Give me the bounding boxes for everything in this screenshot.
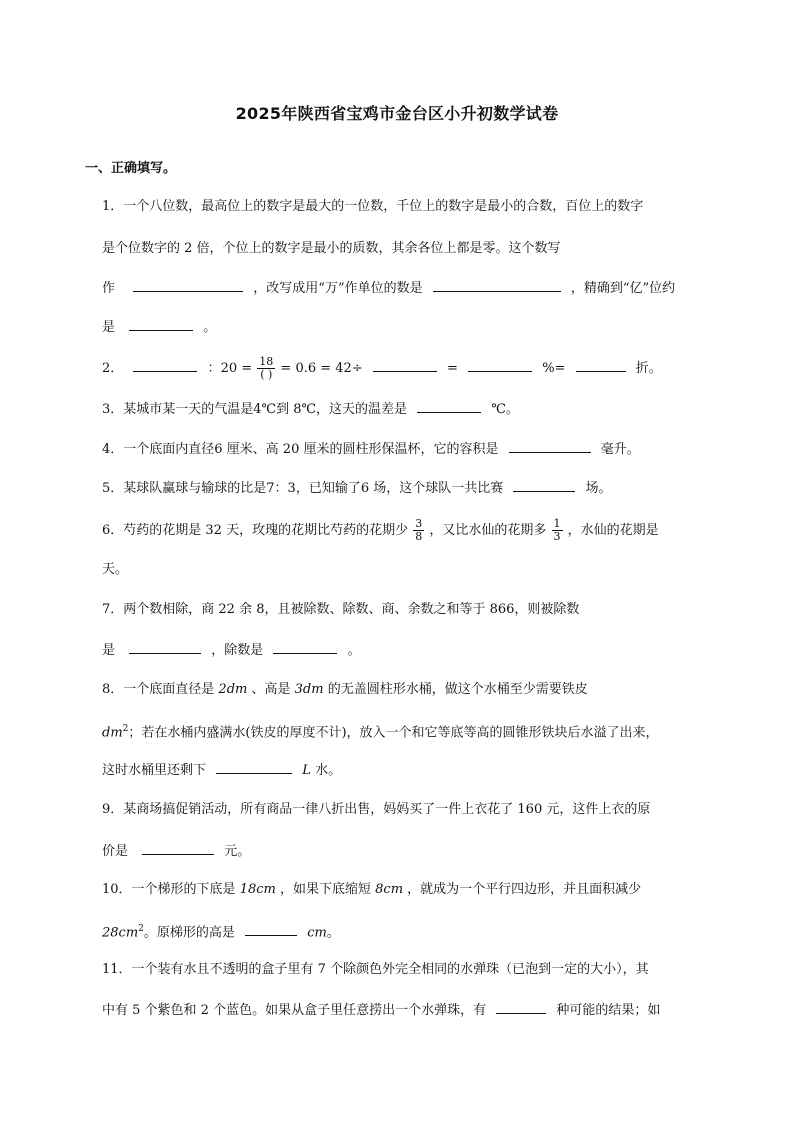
fraction-denominator: 3 (553, 530, 561, 543)
text: 中有 5 个紫色和 2 个蓝色。如果从盒子里任意捞出一个水弹珠，有 (102, 1003, 487, 1018)
section-heading: 一、正确填写。 (85, 161, 177, 176)
question-9-line-1: 9．某商场搞促销活动，所有商品一律八折出售，妈妈买了一件上衣花了 160 元，这件上衣的原 (102, 802, 651, 817)
text: 4．一个底面内直径6 厘米、高 20 厘米的圆柱形保温杯，它的容积是 (102, 442, 499, 457)
superscript: 2 (138, 924, 144, 934)
question-1-line-2: 是个位数字的 2 倍，个位上的数字是最小的质数，其余各位上都是零。这个数写 (102, 241, 561, 256)
text: 10．一个梯形的下底是 (102, 882, 236, 897)
answer-blank[interactable] (129, 316, 193, 331)
question-8-line-2 (102, 719, 714, 743)
answer-blank[interactable] (216, 759, 292, 774)
math-variable: cm (307, 925, 327, 941)
text: ，就成为一个平行四边形，并且面积减少 (407, 882, 642, 897)
answer-blank[interactable] (509, 438, 591, 453)
text: 。原梯形的高是 (143, 925, 235, 941)
fraction (552, 518, 563, 543)
text: 。 (203, 320, 217, 335)
text: 价是 (102, 844, 129, 859)
text: ；若在水桶内盛满水(铁皮的厚度不计)，放入一个和它等底等高的圆锥形铁块后水溢了出来， (128, 725, 659, 741)
question-5 (102, 477, 714, 499)
answer-blank[interactable] (433, 277, 561, 292)
math-variable: 8cm (375, 882, 404, 897)
text: ，又比水仙的花期多 (429, 523, 547, 538)
text: 8．一个底面直径是 (102, 682, 215, 697)
text: 3．某城市某一天的气温是4℃到 8℃，这天的温差是 (102, 402, 408, 417)
text: 场。 (585, 481, 612, 496)
fraction-numerator: 1 (553, 517, 561, 530)
text: 水。 (315, 763, 342, 778)
question-11-line-2 (102, 999, 714, 1021)
text: ，精确到“亿”位约 (570, 281, 676, 296)
question-8-line-1 (102, 680, 714, 700)
superscript: 2 (122, 724, 129, 734)
fraction-denominator: 8 (415, 530, 423, 543)
answer-blank[interactable] (417, 398, 481, 413)
answer-blank[interactable] (373, 357, 437, 372)
question-7-line-1: 7．两个数相除，商 22 余 8，且被除数、除数、商、余数之和等于 866，则被除数 (102, 602, 580, 617)
text: 种可能的结果；如 (556, 1003, 661, 1018)
math-variable: 18cm (239, 882, 276, 897)
question-10-line-2 (102, 919, 714, 943)
question-9-line-2 (102, 840, 714, 862)
answer-blank[interactable] (496, 999, 546, 1014)
text: 6．芍药的花期是 32 天，玫瑰的花期比芍药的花期少 (102, 523, 409, 538)
text: 元。 (224, 844, 251, 859)
question-4 (102, 438, 714, 460)
text: 作 (102, 281, 116, 296)
text: ，除数是 (211, 643, 264, 658)
page-title: 2025年陕西省宝鸡市金台区小升初数学试卷 (235, 104, 559, 123)
text: 折。 (635, 361, 662, 376)
math-variable: 28cm (102, 925, 139, 941)
answer-blank[interactable] (133, 277, 243, 292)
text: 毫升。 (600, 442, 640, 457)
text: ℃。 (491, 402, 519, 417)
text: 2． (102, 361, 124, 376)
text: 、高是 (251, 682, 291, 697)
question-1-line-4 (102, 316, 714, 338)
text: ，改写成用“万”作单位的数是 (253, 281, 423, 296)
text: ，水仙的花期是 (567, 523, 659, 538)
text: 是 (102, 643, 116, 658)
fraction-numerator: 3 (415, 517, 423, 530)
text: 5．某球队赢球与输球的比是7：3，已知输了6 场，这个球队一共比赛 (102, 481, 504, 496)
text: ，如果下底缩短 (279, 882, 371, 897)
text: = (447, 361, 458, 376)
text: 的无盖圆柱形水桶，做这个水桶至少需要铁皮 (327, 682, 588, 697)
fraction-numerator: 18 (259, 355, 274, 368)
question-1-line-1: 1．一个八位数，最高位上的数字是最大的一位数，千位上的数字是最小的合数，百位上的数字 (102, 199, 644, 214)
question-1-line-3 (102, 277, 714, 299)
question-10-line-1 (102, 880, 714, 900)
text: ：20 = (207, 361, 253, 376)
question-7-line-2 (102, 639, 714, 661)
text: 这时水桶里还剩下 (102, 763, 207, 778)
answer-blank[interactable] (133, 357, 197, 372)
text: 是 (102, 320, 116, 335)
question-11-line-1: 11．一个装有水且不透明的盒子里有 7 个除颜色外完全相同的水弹珠（已泡到一定的大小），其 (102, 962, 649, 977)
text: 。 (347, 643, 361, 658)
answer-blank[interactable] (245, 921, 297, 936)
fraction (413, 518, 424, 543)
answer-blank[interactable] (513, 477, 575, 492)
question-8-line-3 (102, 759, 714, 781)
math-variable: dm (102, 725, 123, 741)
math-variable: L (302, 763, 311, 778)
answer-blank[interactable] (142, 840, 214, 855)
math-variable: 2dm (218, 682, 248, 697)
text: %= (542, 361, 566, 376)
text: 。 (326, 925, 340, 941)
question-6-line-2: 天。 (102, 562, 129, 577)
answer-blank[interactable] (468, 357, 532, 372)
question-6-line-1 (102, 518, 714, 543)
fraction (257, 356, 275, 381)
question-3 (102, 398, 714, 420)
answer-blank[interactable] (273, 639, 337, 654)
answer-blank[interactable] (576, 357, 626, 372)
fraction-denominator: ( ) (260, 368, 273, 381)
answer-blank[interactable] (129, 639, 201, 654)
math-variable: 3dm (294, 682, 324, 697)
question-2 (102, 356, 714, 381)
text: = 0.6 = 42÷ (280, 361, 363, 376)
